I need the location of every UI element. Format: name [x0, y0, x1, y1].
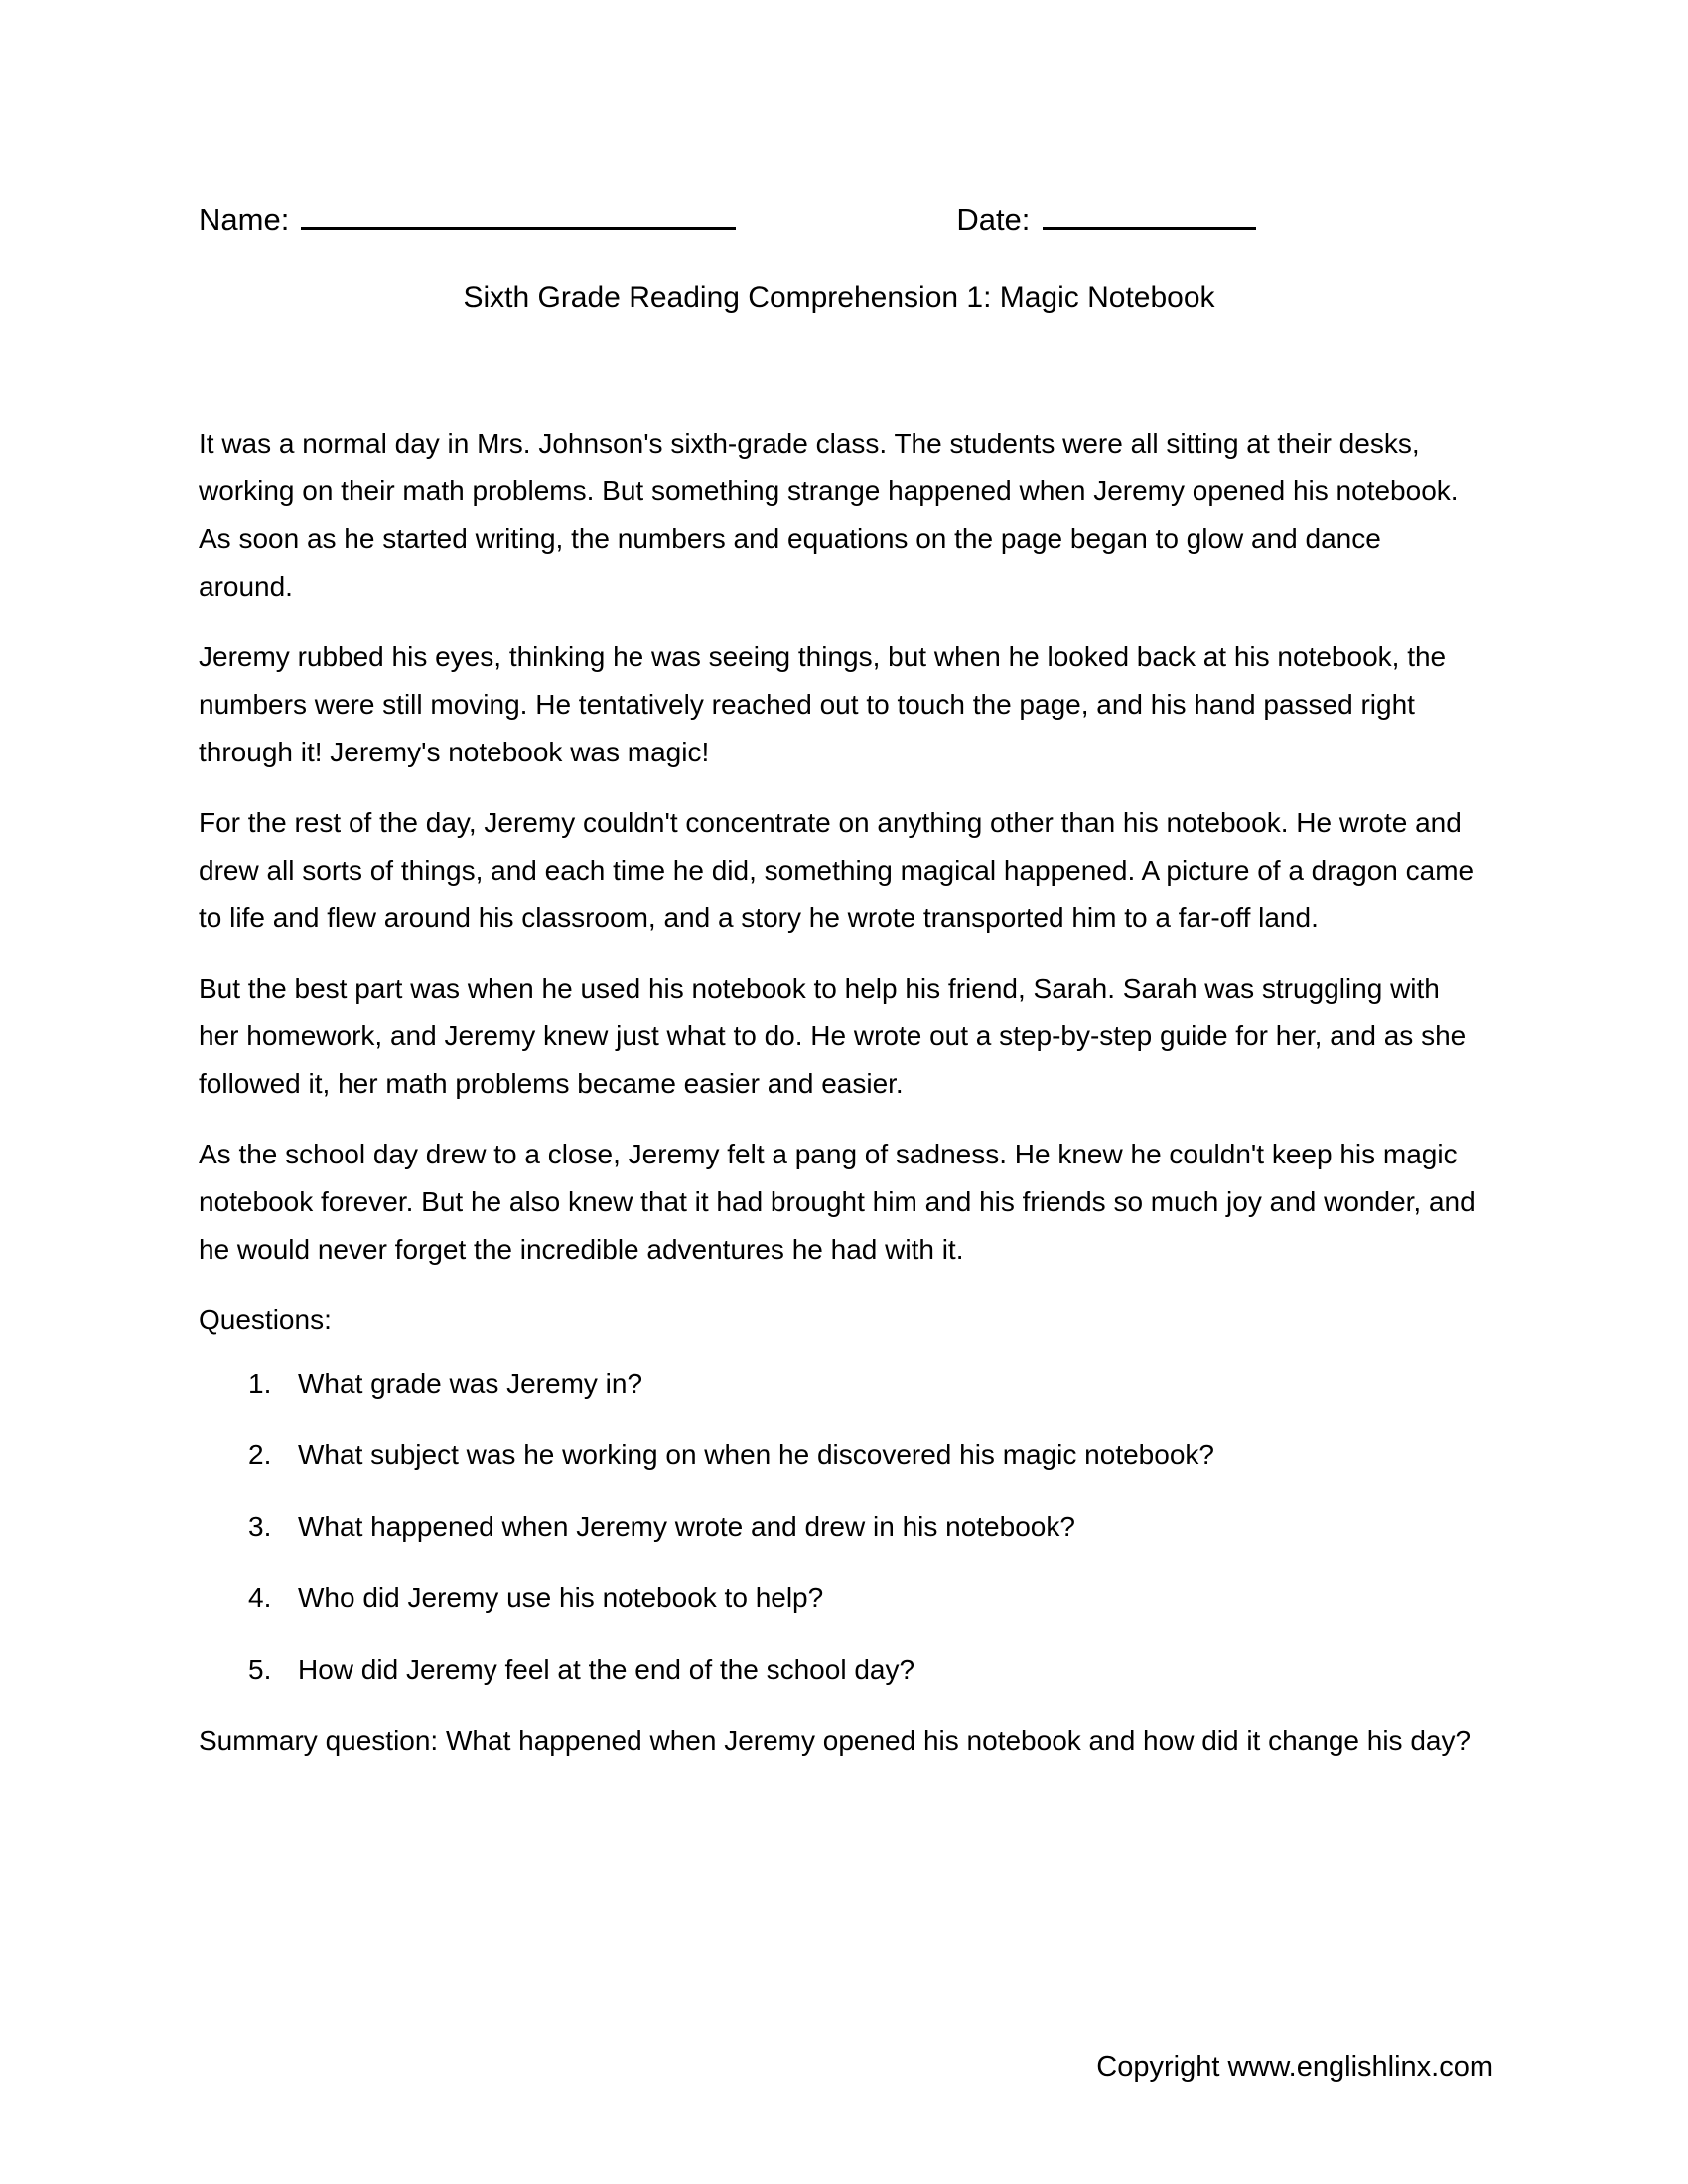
question-item — [199, 1360, 1479, 1408]
date-field-group — [956, 197, 1256, 244]
question-text: What subject was he working on when he discovered his magic notebook? — [298, 1439, 1214, 1470]
passage-paragraph: For the rest of the day, Jeremy couldn't concentrate on anything other than his notebook. He wrote and drew all sorts of things, and each time he did, something magical happened. A picture of a dragon came to life and flew around his classroom, and a story he wrote transported him to a far-off land. — [199, 807, 1475, 933]
passage-paragraph: But the best part was when he used his notebook to help his friend, Sarah. Sarah was struggling with her homework, and Jeremy knew just what to do. He wrote out a step-by-step guide for her, and as she followed it, her math problems became easier and easier. — [199, 973, 1467, 1099]
question-text: How did Jeremy feel at the end of the school day? — [298, 1654, 915, 1685]
name-field-group — [199, 197, 736, 244]
questions-list — [199, 1360, 1479, 1694]
name-label: Name: — [199, 203, 290, 237]
header-row — [199, 197, 1479, 244]
reading-passage — [199, 420, 1479, 1274]
copyright-notice: Copyright www.englishlinx.com — [1096, 2051, 1493, 2083]
question-text: What happened when Jeremy wrote and drew in his notebook? — [298, 1511, 1075, 1542]
date-blank-line — [1043, 227, 1256, 230]
page-title: Sixth Grade Reading Comprehension 1: Magic Notebook — [463, 281, 1215, 314]
date-label: Date: — [956, 203, 1031, 237]
question-number: 3. — [248, 1511, 272, 1542]
passage-paragraph: As the school day drew to a close, Jeremy felt a pang of sadness. He knew he couldn't keep his magic notebook forever. But he also knew that it had brought him and his friends so much joy and wonder, and he would never forget the incredible adventures he had with it. — [199, 1139, 1476, 1265]
questions-heading: Questions: — [199, 1304, 332, 1335]
question-text: Who did Jeremy use his notebook to help? — [298, 1582, 824, 1613]
question-number: 5. — [248, 1654, 272, 1685]
passage-paragraph: Jeremy rubbed his eyes, thinking he was seeing things, but when he looked back at his notebook, the numbers were still moving. He tentatively reached out to touch the page, and his hand passed right through it! Jeremy's notebook was magic! — [199, 641, 1447, 767]
question-number: 4. — [248, 1582, 272, 1613]
question-item — [199, 1432, 1479, 1479]
question-item — [199, 1574, 1479, 1622]
question-item — [199, 1646, 1479, 1694]
name-blank-line — [301, 227, 736, 230]
question-number: 1. — [248, 1368, 272, 1399]
summary-question: Summary question: What happened when Jeremy opened his notebook and how did it change his day? — [199, 1725, 1472, 1756]
question-number: 2. — [248, 1439, 272, 1470]
passage-paragraph: It was a normal day in Mrs. Johnson's sixth-grade class. The students were all sitting at their desks, working on their math problems. But something strange happened when Jeremy opened his notebook. As soon as he started writing, the numbers and equations on the page began to glow and dance around. — [199, 428, 1459, 602]
question-text: What grade was Jeremy in? — [298, 1368, 643, 1399]
question-item — [199, 1503, 1479, 1551]
